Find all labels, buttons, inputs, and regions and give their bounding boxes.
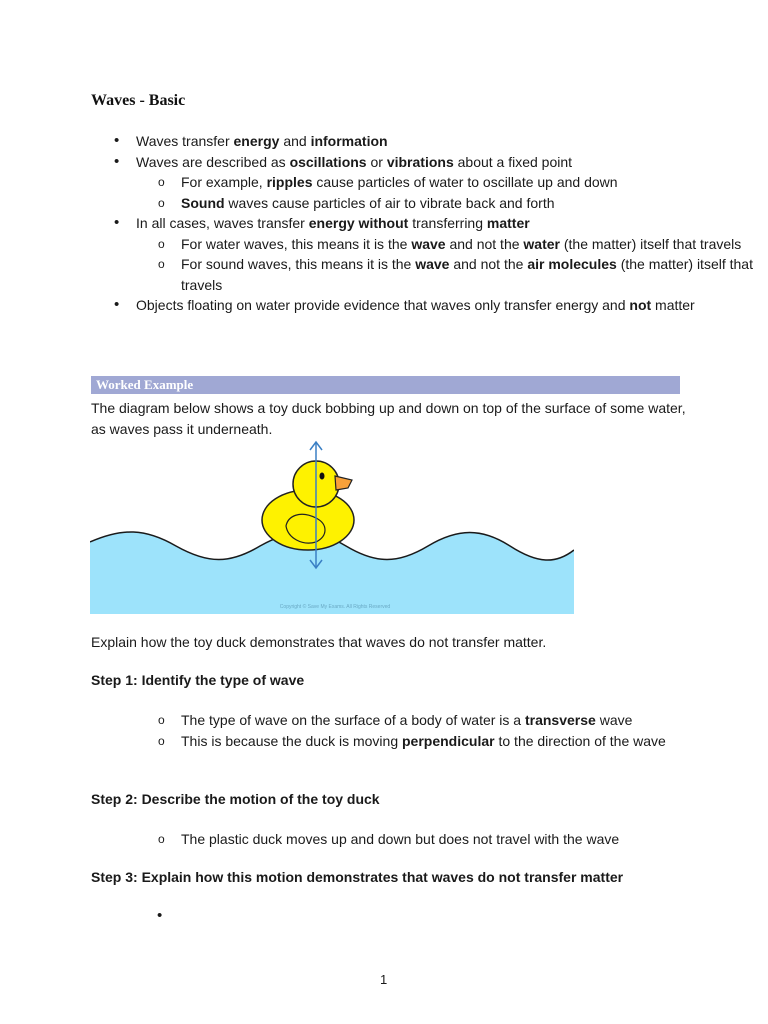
bold-text: water [523, 235, 560, 252]
text-run: Waves transfer [136, 133, 234, 149]
list-item [0, 829, 768, 850]
bullet-marker: • [114, 152, 120, 170]
list-item [0, 193, 768, 214]
text-run: wave [595, 712, 633, 728]
step-1-points [0, 710, 768, 751]
duck-beak [335, 476, 352, 490]
list-item [0, 131, 768, 152]
list-item [0, 254, 768, 295]
text-run: This is because the duck is moving [181, 732, 402, 749]
list-item [0, 234, 768, 255]
text-run: or [366, 153, 387, 170]
toy-duck [262, 461, 354, 550]
page-number: 1 [380, 972, 388, 987]
bold-text: vibrations [386, 153, 454, 170]
text-run: The plastic duck moves up and down but does not travel with the wave [181, 831, 620, 847]
step-3-heading: Step 3: Explain how this motion demonstrates that waves do not transfer matter [91, 869, 624, 885]
bullet-marker: o [158, 175, 165, 189]
text-run: For example, [181, 174, 267, 190]
step-2-points [0, 829, 768, 850]
bullet-marker: • [114, 132, 120, 149]
step-3-points [0, 906, 768, 927]
worked-example-banner [91, 376, 680, 394]
step-2-heading: Step 2: Describe the motion of the toy duck [91, 791, 380, 807]
bold-text: information [310, 133, 388, 149]
list-item [0, 152, 768, 173]
text-run: transferring [408, 215, 487, 231]
bold-text: transverse [524, 712, 596, 728]
bold-text: ripples [266, 174, 313, 190]
bold-text: energy without [308, 215, 409, 231]
bullet-marker: • [114, 296, 120, 313]
text-run: to the direction of the wave [494, 732, 666, 749]
bold-text: oscillations [289, 153, 367, 170]
text-run: and [279, 133, 311, 149]
text-run: and not the [445, 235, 524, 252]
text-run: For water waves, this means it is the [181, 235, 412, 252]
list-item [0, 731, 768, 752]
bold-text: perpendicular [402, 732, 495, 749]
bullet-marker: o [158, 713, 165, 727]
text-run: waves cause particles of air to vibrate back and forth [224, 194, 555, 211]
bullet-marker: • [114, 214, 120, 231]
list-item [0, 172, 768, 193]
worked-example-question: Explain how the toy duck demonstrates that waves do not transfer matter. [91, 634, 547, 650]
text-run: cause particles of water to oscillate up and down [312, 174, 618, 190]
text-run: Objects floating on water provide evidence that waves only transfer energy and [136, 297, 630, 313]
bold-text: Sound [181, 194, 225, 211]
bold-text: air molecules [527, 256, 617, 272]
list-item [0, 710, 768, 731]
bold-text: matter [486, 215, 530, 231]
duck-diagram [90, 438, 574, 616]
bullet-marker: o [158, 257, 165, 271]
text-run: about a fixed point [453, 153, 573, 170]
list-item [0, 295, 768, 316]
text-run: Waves are described as [136, 153, 290, 170]
text-run: For sound waves, this means it is the [181, 256, 416, 272]
bullet-marker: o [158, 832, 165, 846]
bold-text: energy [233, 133, 280, 149]
list-item [0, 213, 768, 234]
worked-example-intro: The diagram below shows a toy duck bobbing up and down on top of the surface of some water, as waves pass it underneath. [91, 400, 686, 437]
worked-example-heading: Worked Example [96, 377, 194, 392]
duck-eye [320, 473, 325, 480]
list-item [0, 906, 768, 927]
bullet-marker: o [158, 195, 165, 210]
text-run: matter [651, 297, 695, 313]
page-title: Waves - Basic [91, 92, 186, 109]
bold-text: wave [415, 256, 450, 272]
step-1-heading: Step 1: Identify the type of wave [91, 672, 305, 688]
text-run: In all cases, waves transfer [136, 215, 309, 231]
bullet-marker: • [157, 907, 163, 924]
bullet-list [0, 131, 768, 316]
text-run: and not the [449, 256, 528, 272]
text-run: (the matter) itself that travels [559, 235, 742, 252]
bold-text: wave [411, 235, 446, 252]
bullet-marker: o [158, 733, 165, 748]
bold-text: not [629, 297, 652, 313]
text-run: The type of wave on the surface of a body of water is a [181, 712, 525, 728]
text-run: (the matter) itself that travels [181, 256, 753, 293]
diagram-copyright: Copyright © Save My Exams. All Rights Reserved [279, 604, 391, 610]
bullet-marker: o [158, 236, 165, 251]
